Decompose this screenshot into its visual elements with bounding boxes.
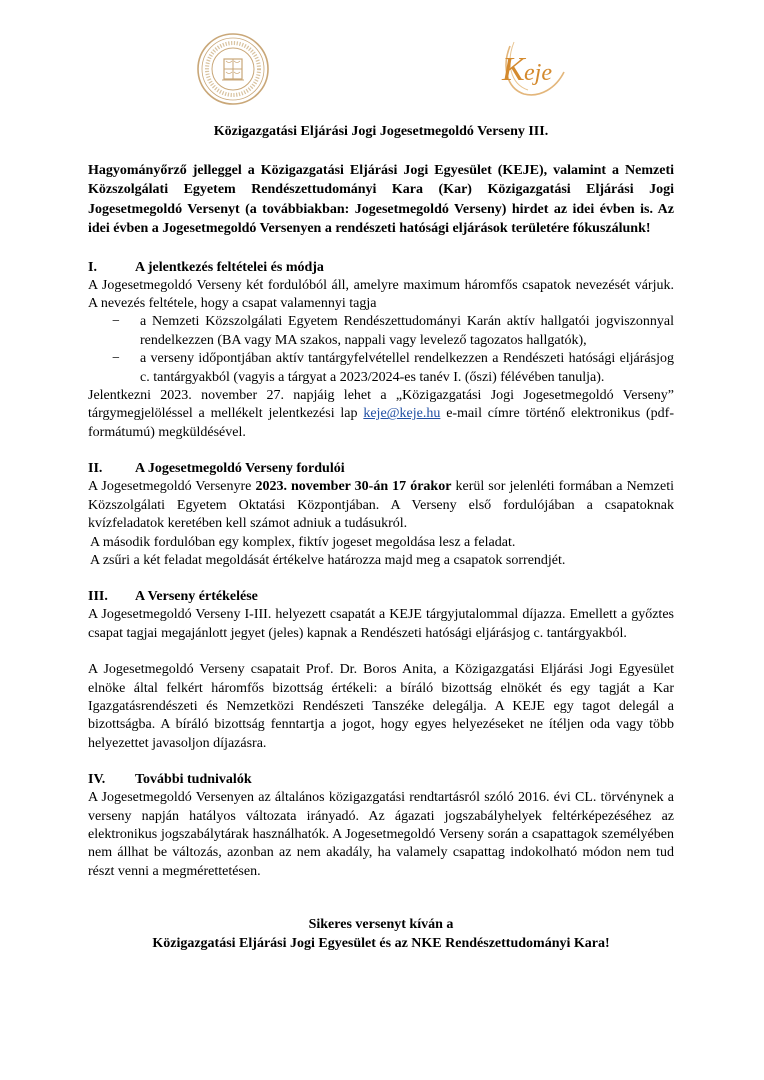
svg-text:eje: eje xyxy=(524,60,552,86)
closing-line-1: Sikeres versenyt kíván a xyxy=(308,917,454,933)
section-number: I. xyxy=(88,259,97,275)
document-title: Közigazgatási Eljárási Jogi Jogesetmegoldó Verseny III. xyxy=(213,124,549,139)
nke-seal-logo xyxy=(196,32,270,106)
section-number: III. xyxy=(88,589,108,605)
intro-paragraph: Hagyományőrző jelleggel a Közigazgatási Eljárási Jogi Egyesület (KEJE), valamint a Nemzeti Közszolgálati Egyetem Rendészettudományi Kara (Kar) Közigazgatási Eljárási Jogi Jogesetmegoldó Versenyt (a továbbiakban: Jogesetmegoldó Verseny) hirdet az idei évben is. Az idei évben a Jogesetmegoldó Versenyen a rendészeti hatósági eljárások területére fókuszálunk! xyxy=(88,163,674,237)
section-2-heading xyxy=(88,460,674,478)
text: Jelentkezni 2023. november 27. napjáig lehet a „Közigazgatási Jogi Jogesetmegoldó Verseny” tárgymegjelöléssel a mellékelt jelentkezési lap xyxy=(88,388,674,422)
dash-bullet: − xyxy=(112,314,120,330)
paragraph xyxy=(88,387,674,442)
section-title: A Verseny értékelése xyxy=(135,589,258,605)
closing-line-2: Közigazgatási Eljárási Jogi Egyesület és az NKE Rendészettudományi Kara! xyxy=(152,936,610,952)
list-item-text: a Nemzeti Közszolgálati Egyetem Rendészettudományi Karán aktív hallgatói jogviszonnyal rendelkezzen (BA vagy MA szakos, nappali vagy levelező tagozatos hallgatók), xyxy=(140,314,674,348)
svg-text:K: K xyxy=(502,51,525,88)
paragraph: A Jogesetmegoldó Verseny csapatait Prof. Dr. Boros Anita, a Közigazgatási Eljárási Jogi Egyesület elnöke által felkért háromfős bizottság értékeli: a bíráló bizottság elnökét és egy tagját a Kar Igazgatásrendészeti és Nemzetközi Rendészeti Tanszéke delegálja. A KEJE egy tagot delegál a bizottságba. A bíráló bizottság fenntartja a jogot, hogy egyes helyezéseket ne ítéljen oda vagy több helyezettet javasoljon díjazásra. xyxy=(88,662,674,751)
conditions-list xyxy=(88,313,674,387)
paragraph xyxy=(88,478,674,533)
section-number: II. xyxy=(88,461,103,477)
section-1-heading xyxy=(88,259,674,277)
section-title: A Jogesetmegoldó Verseny fordulói xyxy=(135,461,345,477)
section-4-heading xyxy=(88,771,674,789)
list-item xyxy=(112,313,674,350)
paragraph: A Jogesetmegoldó Versenyen az általános közigazgatási rendtartásról szóló 2016. évi CL. törvénynek a verseny napján hatályos változata irányadó. Az ágazati jogszabályhelyek feltérképezéséhez az elektronikus jogszabálytárak használhatók. A Jogesetmegoldó Verseny során a csapattagok személyében nem állhat be változás, azonban az nem akadály, ha valamely csapattag indokolható módon nem tud részt venni a megmérettetésen. xyxy=(88,790,674,879)
section-title: A jelentkezés feltételei és módja xyxy=(135,259,324,275)
date-highlight: 2023. november 30-án 17 órakor xyxy=(255,479,452,495)
paragraph: A Jogesetmegoldó Verseny két fordulóból áll, amelyre maximum háromfős csapatok nevezését várjuk. A nevezés feltétele, hogy a csapat valamennyi tagja xyxy=(88,277,674,312)
section-3-heading xyxy=(88,588,674,606)
document-body xyxy=(88,123,674,953)
dash-bullet: − xyxy=(112,351,120,367)
paragraph: A zsűri a két feladat megoldását értékelve határozza majd meg a csapatok sorrendjét. xyxy=(90,552,566,568)
list-item xyxy=(112,350,674,387)
text: e-mail címre történő elektronikus (pdf-formátumú) megküldésével. xyxy=(88,406,674,440)
list-item-text: a verseny időpontjában aktív tantárgyfelvétellel rendelkezzen a Rendészeti hatósági eljárásjog c. tantárgyakból (vagyis a tárgyat a 2023/2024-es tanév I. (őszi) félévében tanulja). xyxy=(140,351,674,385)
section-number: IV. xyxy=(88,772,106,788)
text: A Jogesetmegoldó Versenyre xyxy=(88,479,256,495)
keje-logo xyxy=(480,36,576,102)
paragraph: A második fordulóban egy komplex, fiktív jogeset megoldása lesz a feladat. xyxy=(90,534,516,550)
text: kerül sor jelenléti formában a Nemzeti Közszolgálati Egyetem Oktatási Központjában. A Verseny első fordulójában a csapatoknak kvízfeladatok keretében kell számot adniuk a tudásukról. xyxy=(88,479,674,532)
paragraph: A Jogesetmegoldó Verseny I-III. helyezett csapatát a KEJE tárgyjutalommal díjazza. Emellett a győztes csapat tagjai megajánlott jegyet (jeles) kapnak a Rendészeti hatósági eljárásjog c. tantárgyakból. xyxy=(88,607,674,641)
section-title: További tudnivalók xyxy=(135,772,252,788)
email-link[interactable]: keje@keje.hu xyxy=(363,406,441,422)
